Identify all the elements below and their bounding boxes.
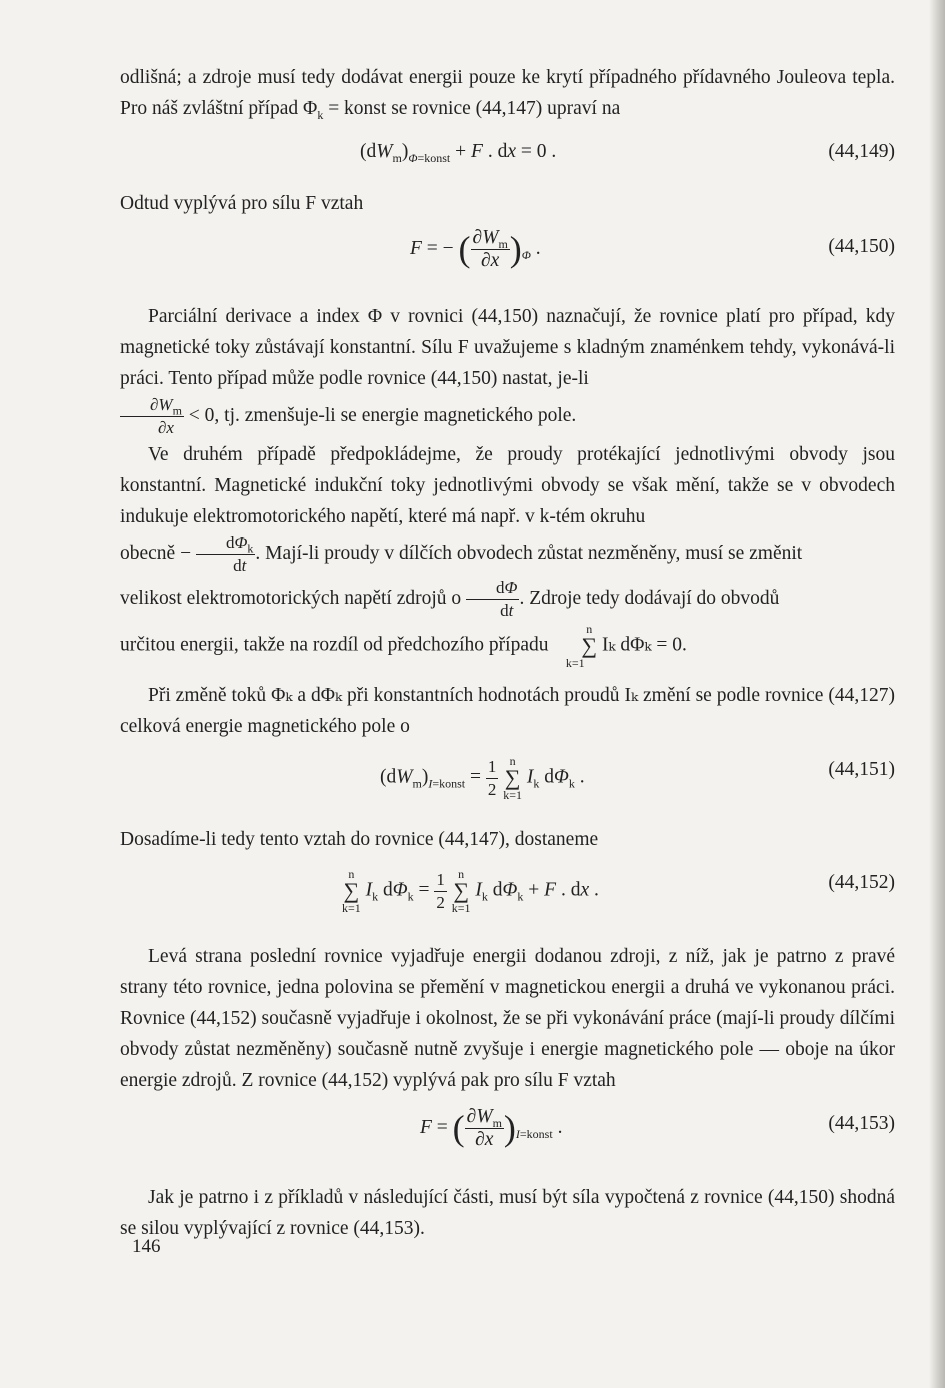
equation-44-150: F = − ( $\frac{\partial W_m}{\partial x}$ )$_\Phi$ . (44,150) [410,227,895,271]
paragraph-6: Dosadíme-li tedy tento vztah do rovnice (44,147), dostaneme [120,829,599,850]
paragraph-7: Levá strana poslední rovnice vyjadřuje energii dodanou zdroji, z níž, jak je patrno z pravé strany této rovnice, jedna polovina se přemění v magnetickou energii a druhá ve vykonanou práci. Rovnice (44,152) současně vyjadřuje i okolnost, že se při vykonávání práce (mají-li proudy dílčími obvody zůstat nezměněny) současně nutně zvyšuje i energie magnetického pole — oboje na úkor energie zdrojů. Z rovnice (44,152) vyplývá pak pro sílu F vztah [120,946,895,1091]
equation-label: (44,153) [828,1113,895,1134]
paragraph-5: Při změně toků Φₖ a dΦₖ při konstantních hodnotách proudů Iₖ změní se podle rovnice (44,127) celková energie magnetického pole o [120,685,895,737]
equation-label: (44,152) [828,872,895,893]
paragraph-8: Jak je patrno i z příkladů v následující části, musí být síla vypočtená z rovnice (44,150) shodná se silou vyplývající z rovnice (44,153). [120,1187,895,1239]
equation-44-149: $(dW_m)_{\Phi=konst} + F$ . dx = 0 . (44,149) [120,130,895,182]
page-number: 146 [132,1236,161,1257]
paragraph-3: Parciální derivace a index Φ v rovnici (44,150) naznačují, že rovnice platí pro případ, kdy magnetické toky zůstávají konstantní. Sílu F uvažujeme s kladným znaménkem tehdy, vykonává-li práci. Tento případ může podle rovnice (44,150) nastat, je-li $\frac{\partial W_m}{\partial x}$ < 0, tj. zmenšuje-li se energie magnetického pole. [120,306,895,437]
equation-44-153: F = ( $\frac{\partial W_m}{\partial x}$ )$_{I=konst}$ . (44,153) [420,1106,895,1150]
paragraph-2: Odtud vyplývá pro sílu F vztah [120,193,364,214]
page-edge-shadow [929,0,945,1388]
equation-label: (44,151) [828,759,895,780]
equation-44-151: $(dW_m)_{I=konst}$ = $\frac{1}{2}$ n ∑ k=1 $I_k$ $d\Phi_k$ . (44,151) [380,754,895,802]
equation-label: (44,149) [828,141,895,162]
paragraph-4: Ve druhém případě předpokládejme, že proudy protékající jednotlivými obvody jsou konstantní. Magnetické indukční toky jednotlivými obvody se však mění, takže se v obvodech indukuje elektromotorického napětí, které má např. v k-tém okruhu obecně − $\frac{d\Phi_k}{dt}$ . Mají-li proudy v dílčích obvodech zůstat nezměněny, musí se změnit velikost elektromotorických napětí zdrojů o $\frac{d\Phi}{dt}$ . Zdroje tedy dodávají do obvodů určitou energii, takže na rozdíl od předchozího případu n ∑ k=1 Iₖ dΦₖ = 0. [120,444,895,670]
paragraph-1: odlišná; a zdroje musí tedy dodávat energii pouze ke krytí případného přídavného Jouleova tepla. Pro náš zvláštní případ $\Phi_k$ = konst se rovnice (44,147) upraví na [120,67,895,122]
equation-44-152: n ∑ k=1 $I_k$ $d\Phi_k$ = $\frac{1}{2}$ n ∑ k=1 $I_k$ $d\Phi_k + F$ . dx . (44,152) [342,867,895,915]
page-body [120,62,895,1244]
equation-label: (44,150) [828,236,895,257]
